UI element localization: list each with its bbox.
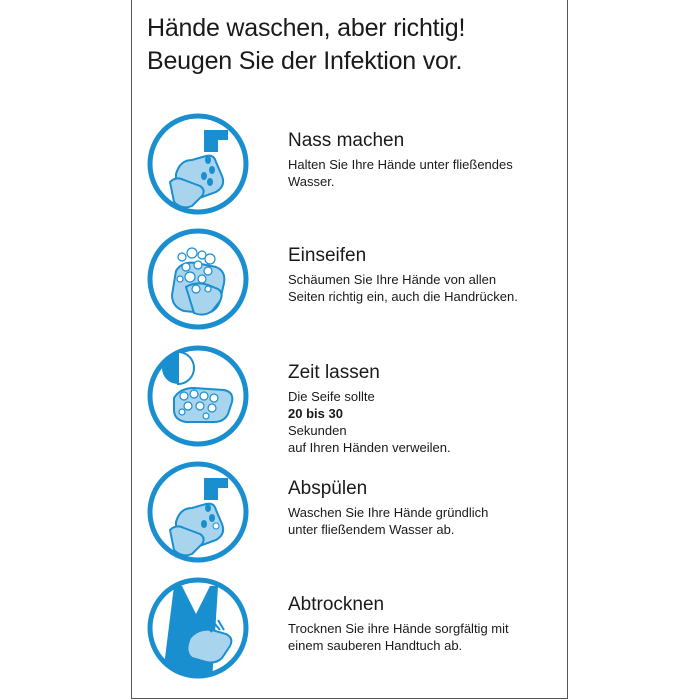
step-title: Nass machen: [288, 130, 405, 151]
step-title: Zeit lassen: [288, 362, 380, 383]
title-line-2: Beugen Sie der Infektion vor.: [147, 47, 463, 75]
step-title: Abtrocknen: [288, 594, 385, 615]
water-tap-hands-icon: [146, 112, 250, 216]
duration-emphasis: 20 bis 30: [288, 406, 343, 421]
step-abspuelen: [0, 460, 700, 570]
step-description: Waschen Sie Ihre Hände gründlich unter fließendem Wasser ab.: [288, 505, 489, 537]
step-title: Einseifen: [288, 245, 367, 266]
step-abtrocknen: [0, 576, 700, 686]
step-description: Die Seife sollte 20 bis 30 Sekunden auf Ihren Händen verweilen.: [288, 389, 451, 455]
step-title: Abspülen: [288, 478, 368, 499]
step-zeit-lassen: [0, 344, 700, 454]
page-title: [147, 12, 567, 78]
step-description: Trocknen Sie ihre Hände sorgfältig mit einem sauberen Handtuch ab.: [288, 621, 509, 653]
step-einseifen: [0, 227, 700, 337]
title-line-1: Hände waschen, aber richtig!: [147, 14, 466, 42]
step-nass-machen: [0, 112, 700, 222]
soap-lather-hands-icon: [146, 227, 250, 331]
towel-drying-hands-icon: [146, 576, 250, 680]
rinse-tap-hands-icon: [146, 460, 250, 564]
step-description: Halten Sie Ihre Hände unter fließendes Wasser.: [288, 157, 513, 189]
timer-soap-hands-icon: [146, 344, 250, 448]
step-description: Schäumen Sie Ihre Hände von allen Seiten richtig ein, auch die Handrücken.: [288, 272, 518, 304]
